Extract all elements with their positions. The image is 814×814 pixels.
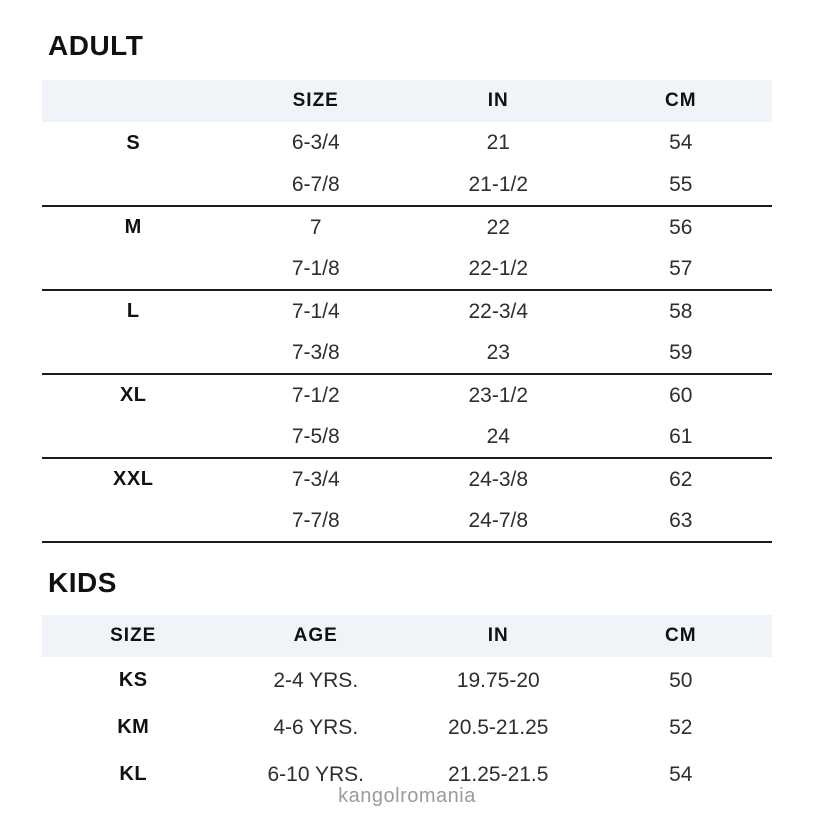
age-value: 2-4 YRS. bbox=[273, 668, 359, 692]
cm-value: 54 bbox=[669, 131, 693, 154]
cm-value: 58 bbox=[669, 299, 693, 323]
cm-value: 56 bbox=[669, 215, 693, 239]
in-value: 22-3/4 bbox=[468, 299, 529, 323]
size-value: 7-1/2 bbox=[291, 383, 340, 407]
table-row bbox=[42, 122, 772, 164]
watermark: kangolromania bbox=[338, 785, 476, 807]
table-row bbox=[42, 500, 772, 542]
adult-col-cm: CM bbox=[664, 90, 697, 111]
table-row bbox=[42, 206, 772, 248]
in-value: 24-3/8 bbox=[468, 467, 529, 491]
kids-section-title: KIDS bbox=[48, 567, 117, 598]
in-value: 21.25-21.5 bbox=[448, 762, 549, 786]
table-row bbox=[42, 416, 772, 458]
cm-value: 52 bbox=[669, 715, 693, 739]
size-group-label-empty bbox=[42, 164, 225, 206]
in-value: 23-1/2 bbox=[468, 383, 529, 407]
in-value: 22 bbox=[486, 215, 510, 239]
cm-value: 63 bbox=[590, 500, 773, 542]
adult-header-row bbox=[42, 80, 772, 122]
in-value: 24-7/8 bbox=[407, 500, 590, 542]
cm-value: 62 bbox=[669, 467, 693, 491]
kids-col-cm: CM bbox=[664, 625, 697, 646]
in-value: 21 bbox=[486, 131, 510, 154]
age-value: 4-6 YRS. bbox=[273, 715, 359, 739]
in-value: 24 bbox=[407, 416, 590, 458]
adult-section-title: ADULT bbox=[48, 30, 144, 61]
size-value: 7-3/8 bbox=[225, 332, 408, 374]
cm-value: 61 bbox=[590, 416, 773, 458]
kids-size-label: KM bbox=[117, 716, 150, 738]
size-group-label-empty bbox=[42, 248, 225, 290]
kids-header-row bbox=[42, 615, 772, 657]
table-row bbox=[42, 164, 772, 206]
kids-col-size: SIZE bbox=[110, 625, 157, 646]
kids-col-age: AGE bbox=[293, 625, 338, 646]
size-group-label: M bbox=[124, 216, 142, 238]
adult-col-in: IN bbox=[487, 90, 509, 111]
size-value: 7-1/8 bbox=[225, 248, 408, 290]
kids-table-header bbox=[42, 615, 772, 657]
size-group-label-empty bbox=[42, 416, 225, 458]
size-group-label: L bbox=[126, 300, 140, 322]
adult-table-header bbox=[42, 80, 772, 122]
cm-value: 54 bbox=[669, 762, 693, 786]
size-group-label: XL bbox=[119, 384, 147, 406]
size-value: 7-7/8 bbox=[225, 500, 408, 542]
in-value: 23 bbox=[407, 332, 590, 374]
adult-col-blank bbox=[42, 80, 225, 122]
size-value: 7-1/4 bbox=[291, 299, 340, 323]
adult-table-body bbox=[42, 122, 772, 542]
in-value: 21-1/2 bbox=[407, 164, 590, 206]
size-value: 6-7/8 bbox=[225, 164, 408, 206]
table-row bbox=[42, 332, 772, 374]
table-row bbox=[42, 704, 772, 751]
in-value: 22-1/2 bbox=[407, 248, 590, 290]
cm-value: 57 bbox=[590, 248, 773, 290]
size-group-label: XXL bbox=[113, 468, 154, 490]
size-value: 7-3/4 bbox=[291, 467, 340, 491]
kids-table-body bbox=[42, 657, 772, 798]
adult-col-size: SIZE bbox=[292, 90, 339, 111]
kids-col-in: IN bbox=[487, 625, 509, 646]
kids-size-label: KL bbox=[119, 763, 148, 785]
cm-value: 55 bbox=[590, 164, 773, 206]
cm-value: 50 bbox=[669, 668, 693, 692]
table-row bbox=[42, 374, 772, 416]
table-row bbox=[42, 290, 772, 332]
cm-value: 59 bbox=[590, 332, 773, 374]
kids-size-label: KS bbox=[118, 669, 148, 691]
table-row bbox=[42, 248, 772, 290]
adult-size-table bbox=[42, 80, 772, 543]
age-value: 6-10 YRS. bbox=[267, 762, 364, 786]
table-row bbox=[42, 657, 772, 704]
size-value: 7-5/8 bbox=[225, 416, 408, 458]
size-value: 6-3/4 bbox=[291, 131, 340, 154]
in-value: 19.75-20 bbox=[456, 668, 540, 692]
table-row bbox=[42, 458, 772, 500]
size-group-label-empty bbox=[42, 500, 225, 542]
size-group-label-empty bbox=[42, 332, 225, 374]
cm-value: 60 bbox=[669, 383, 693, 407]
size-group-label: S bbox=[126, 131, 141, 154]
kids-size-table bbox=[42, 615, 772, 798]
in-value: 20.5-21.25 bbox=[448, 715, 549, 739]
size-value: 7 bbox=[309, 215, 322, 239]
